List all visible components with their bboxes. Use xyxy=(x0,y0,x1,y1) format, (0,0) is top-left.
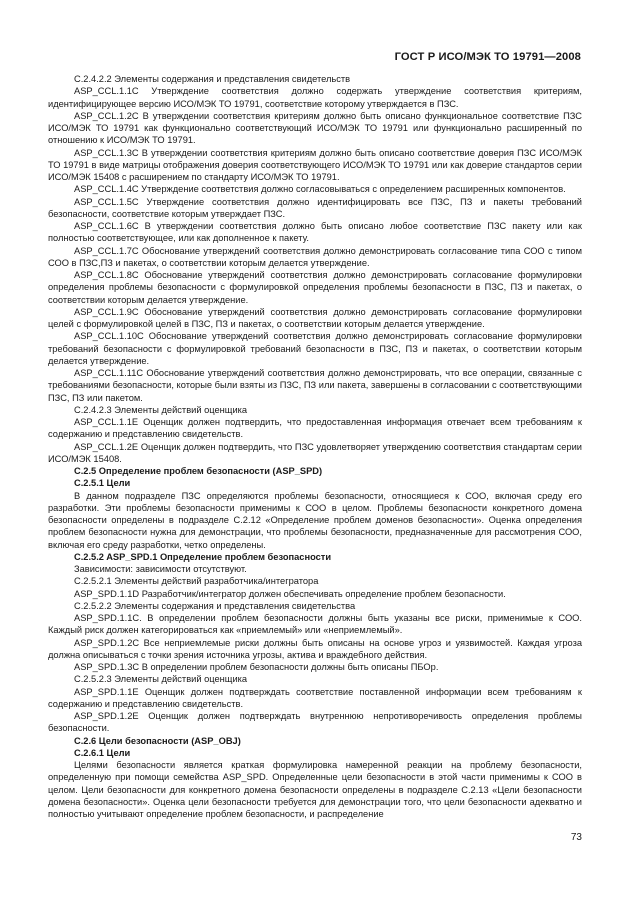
body-paragraph: ASP_CCL.1.5C Утверждение соответствия должно идентифицировать все ПЗС, ПЗ и пакеты требований безопасности, соответствие которым утверждает ПЗС. xyxy=(48,196,582,219)
body-paragraph: ASP_CCL.1.9C Обоснование утверждений соответствия должно демонстрировать согласование формулировки целей с формулировкой целей в ПЗС, ПЗ и пакетах, о соответствии которым делается утверждение. xyxy=(48,306,582,329)
body-paragraph: ASP_CCL.1.10C Обоснование утверждений соответствия должно демонстрировать согласование формулировки требований безопасности с формулировкой требований безопасности в ПЗС, ПЗ и пакетах, о соответствии которым делается утверждение. xyxy=(48,331,582,366)
body-paragraph: C.2.5.2.2 Элементы содержания и представления свидетельства xyxy=(74,600,356,611)
body-paragraph: Целями безопасности является краткая формулировка намеренной реакции на проблему безопасности, определенную при помощи семейства ASP_SPD. Определенные цели безопасности в этой части применимы к СОО в целом. Цели безопасности для конкретного домена безопасности определены в подразделе С.2.13 «Цели безопасности домена безопасности». Оценка цели безопасности требуется для демонстрации того, что цели безопасности адекватно и полностью учитывают определение проблем безопасности, и распределение xyxy=(48,760,582,819)
document-header: ГОСТ Р ИСО/МЭК ТО 19791—2008 xyxy=(394,51,581,63)
body-paragraph: ASP_SPD.1.2E Оценщик должен подтверждать внутреннюю непротиворечивость определения проблемы безопасности. xyxy=(48,711,582,734)
body-paragraph: Зависимости: зависимости отсутствуют. xyxy=(74,564,247,574)
body-paragraph: ASP_CCL.1.2C В утверждении соответствия критериям должно быть описано функциональное соответствие ПЗС ИСО/МЭК ТО 19791 как функционально соответствующий ИСО/МЭК ТО 19791 или функционально расширенный по отношению к ИСО/МЭК ТО 19791. xyxy=(48,110,582,146)
body-paragraph: ASP_CCL.1.8C Обоснование утверждений соответствия должно демонстрировать согласование формулировки определения проблемы безопасности с формулировкой определения проблемы безопасности в ПЗС, ПЗ и пакетах, о соответствии которым делается утверждение. xyxy=(48,270,582,305)
body-paragraph: C.2.4.2.2 Элементы содержания и представления свидетельств xyxy=(74,74,351,84)
body-paragraph: ASP_SPD.1.1D Разработчик/интегратор должен обеспечивать определение проблем безопасности. xyxy=(74,588,506,599)
body-paragraph: ASP_CCL.1.4C Утверждение соответствия должно согласовываться с определением расширенных компонентов. xyxy=(74,184,566,195)
body-paragraph: C.2.5.2.1 Элементы действий разработчика/интегратора xyxy=(74,576,319,587)
body-paragraph: ASP_CCL.1.3C В утверждении соответствия критериям должно быть описано соответствие доверия ПЗС ИСО/МЭК ТО 19791 в виде матрицы отображения доверия соответствующего ИСО/МЭК ТО 19791 или как доверие стандартов серии ИСО/МЭК 15408 с расширением по стандарту ИСО/МЭК ТО 19791. xyxy=(48,147,582,182)
body-paragraph: ASP_CCL.1.2E Оценщик должен подтвердить, что ПЗС удовлетворяет утверждению соответствия стандартам серии ИСО/МЭК 15408. xyxy=(48,441,582,464)
section-heading: C.2.6 Цели безопасности (ASP_OBJ) xyxy=(74,735,241,746)
body-paragraph: ASP_SPD.1.3C В определении проблем безопасности должны быть описаны ПБОр. xyxy=(74,662,439,672)
body-paragraph: ASP_CCL.1.1C Утверждение соответствия должно содержать утверждение соответствия критериям, идентифицирующее версию ИСО/МЭК ТО 19791, соответствие которому утверждается в ПЗС. xyxy=(48,86,582,109)
section-heading: C.2.5.2 ASP_SPD.1 Определение проблем безопасности xyxy=(74,551,332,562)
section-heading: C.2.5 Определение проблем безопасности (ASP_SPD) xyxy=(74,466,323,476)
section-heading: C.2.6.1 Цели xyxy=(74,747,131,758)
body-paragraph: C.2.5.2.3 Элементы действий оценщика xyxy=(74,674,248,685)
body-paragraph: ASP_SPD.1.1E Оценщик должен подтверждать соответствие поставленной информации всем требованиям к содержанию и представлению свидетельств. xyxy=(48,686,582,709)
body-paragraph: ASP_CCL.1.1E Оценщик должен подтвердить, что предоставленная информация отвечает всем требованиям к содержанию и представлению свидетельств. xyxy=(48,417,582,440)
body-paragraph: ASP_CCL.1.6C В утверждении соответствия должно быть описано любое соответствие ПЗС пакету или как полностью соответствующее, или как дополненное к пакету. xyxy=(48,221,582,244)
page-body xyxy=(48,73,582,820)
body-paragraph: ASP_CCL.1.11C Обоснование утверждений соответствия должно демонстрировать, что все операции, связанные с требованиями безопасности, которые были взяты из ПЗС, ПЗ или пакета, завершены в согласовании с соответствующими ПЗС, ПЗ или пакетом. xyxy=(48,368,582,403)
section-heading: C.2.5.1 Цели xyxy=(74,478,131,489)
body-paragraph: В данном подразделе ПЗС определяются проблемы безопасности, относящиеся к СОО, включая среду его разработки. Эти проблемы безопасности применимы к СОО в целом. Проблемы безопасности конкретного домена безопасности определены в подразделе С.2.12 «Определение проблем доменов безопасности». Оценка определения проблем безопасности нужна для демонстрации, что проблемы безопасности, предназначенные для рассмотрения СОО, включая его среду разработки, четко определены. xyxy=(48,490,582,550)
body-paragraph: ASP_SPD.1.1C. В определении проблем безопасности должны быть указаны все риски, применимые к СОО. Каждый риск должен категорироваться как «приемлемый» или «неприемлемый». xyxy=(48,613,582,636)
body-paragraph: ASP_SPD.1.2C Все неприемлемые риски должны быть описаны на основе угроз и уязвимостей. Каждая угроза должна описываться с точки зрения источника угрозы, актива и враждебного действия. xyxy=(48,637,582,660)
body-paragraph: C.2.4.2.3 Элементы действий оценщика xyxy=(74,404,248,415)
body-paragraph: ASP_CCL.1.7C Обоснование утверждений соответствия должно демонстрировать согласование типа СОО с типом СОО в ПЗС,ПЗ и пакетах, о соответствии которым делается утверждение. xyxy=(48,245,582,268)
page-number: 73 xyxy=(570,832,582,843)
